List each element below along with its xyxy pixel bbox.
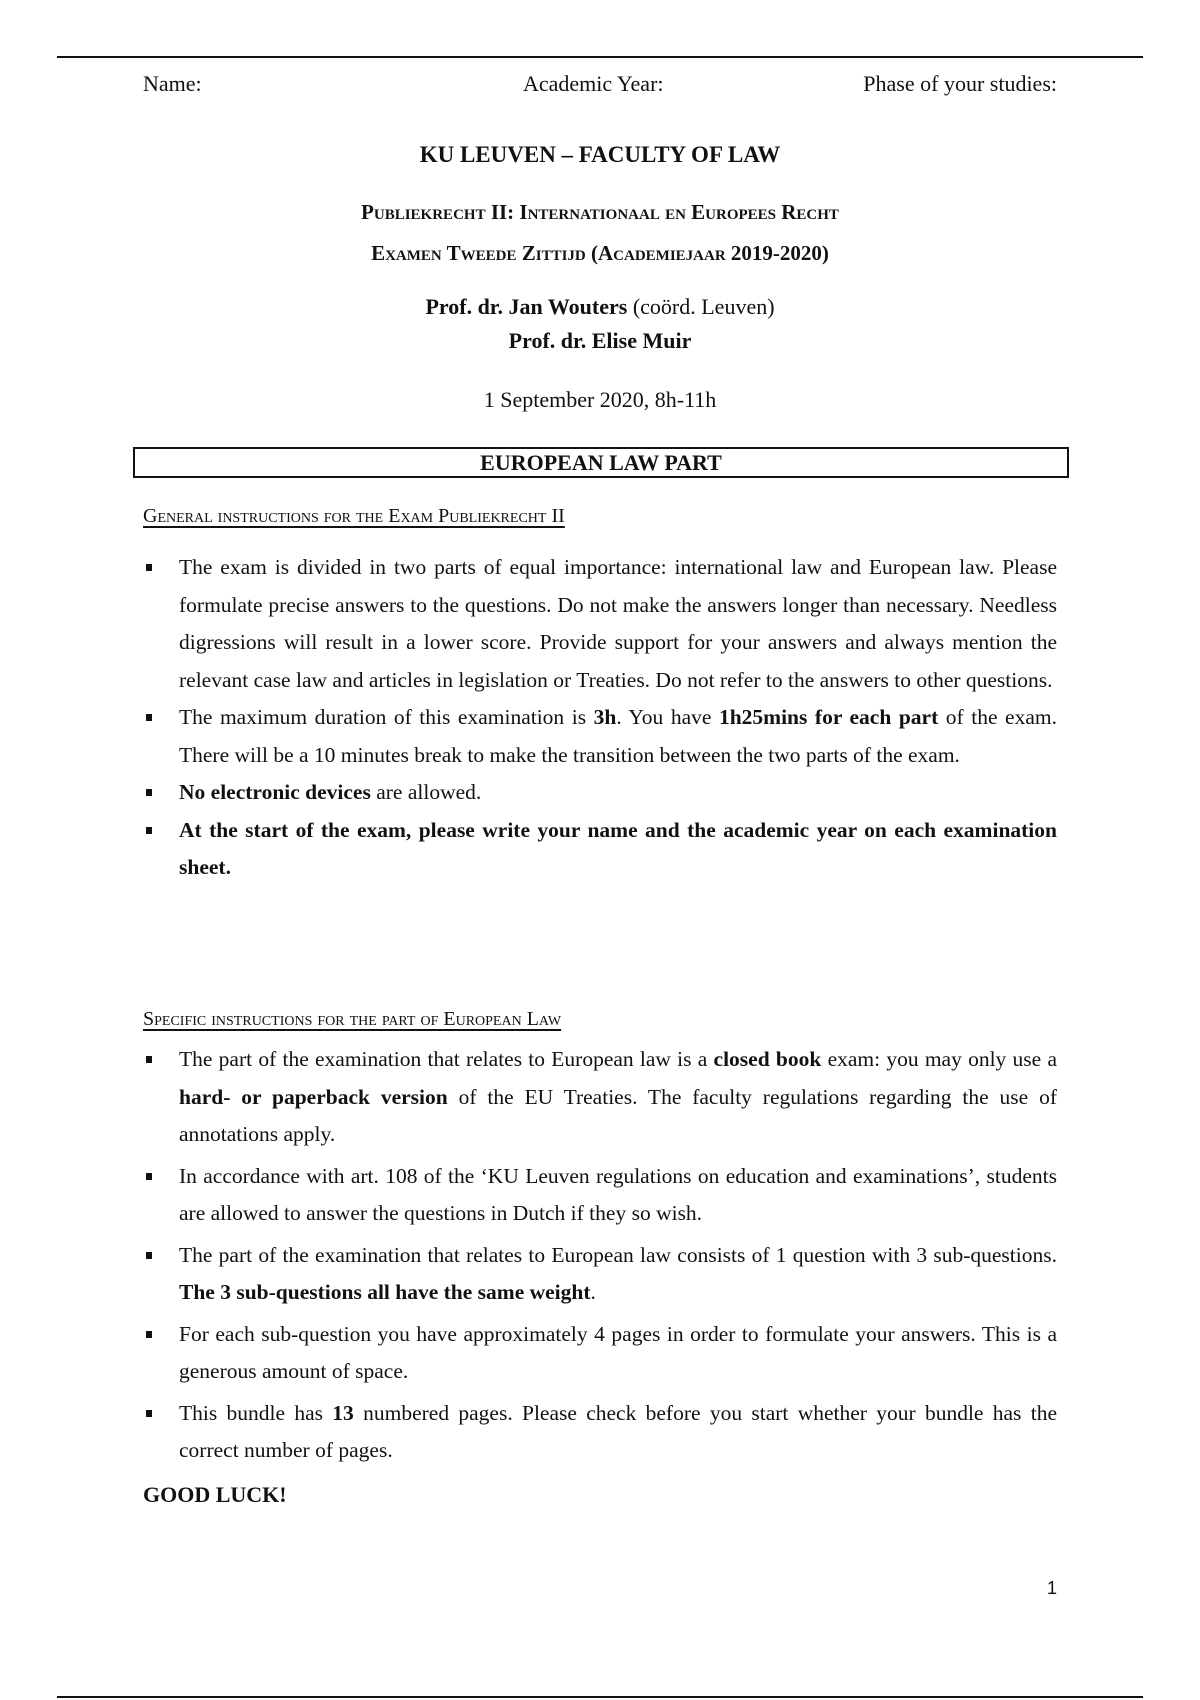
part-heading: EUROPEAN LAW PART xyxy=(133,447,1069,478)
session-prefix: Examen Tweede Zittijd (Academiejaar xyxy=(371,241,731,265)
specific-item-1-bold: closed book xyxy=(713,1047,822,1071)
specific-instructions-list xyxy=(143,1041,1057,1470)
list-item xyxy=(143,549,1057,699)
general-item-2-bold: 3h xyxy=(593,705,617,729)
general-item-3-bold: No electronic devices xyxy=(179,780,371,804)
session-suffix: ) xyxy=(821,241,829,265)
list-item xyxy=(143,699,1057,774)
specific-item-3-text: . xyxy=(590,1280,596,1304)
specific-item-1-text: exam: you may only use a xyxy=(821,1047,1057,1071)
bullet-icon xyxy=(146,1056,152,1063)
top-rule xyxy=(57,56,1143,58)
bullet-icon xyxy=(146,827,152,834)
bullet-icon xyxy=(146,714,152,721)
general-item-2-bold: 1h25mins for each part xyxy=(718,705,939,729)
bullet-icon xyxy=(146,1252,152,1259)
list-item xyxy=(143,812,1057,887)
bullet-icon xyxy=(146,789,152,796)
list-item xyxy=(143,1316,1057,1391)
specific-item-1-text: of the EU Treaties. The faculty regulations regarding the use of annotations apply. xyxy=(179,1084,1057,1146)
specific-item-3-text: The part of the examination that relates to European law consists of 1 question with 3 sub-questions. xyxy=(179,1242,1057,1267)
bullet-icon xyxy=(146,1410,152,1417)
academic-year-label: Academic Year: xyxy=(523,71,664,96)
name-label: Name: xyxy=(143,71,202,96)
specific-item-4-text: For each sub-question you have approximately 4 pages in order to formulate your answers. This is a generous amount of space. xyxy=(179,1321,1057,1383)
session-title xyxy=(143,241,1057,266)
good-luck-closing: GOOD LUCK! xyxy=(143,1482,287,1507)
faculty-title: KU LEUVEN – FACULTY OF LAW xyxy=(419,142,781,167)
exam-date: 1 September 2020, 8h-11h xyxy=(483,387,717,412)
general-item-2-text: The maximum duration of this examination is xyxy=(179,705,594,729)
specific-item-5-text: This bundle has xyxy=(179,1400,333,1425)
phase-label: Phase of your studies: xyxy=(863,71,1057,96)
list-item xyxy=(143,1041,1057,1154)
bullet-icon xyxy=(146,564,152,571)
bottom-rule xyxy=(57,1696,1143,1698)
list-item xyxy=(143,1395,1057,1470)
course-title: Publiekrecht II: Internationaal en Europees Recht xyxy=(361,200,839,224)
general-item-2-text: of the exam. There will be a 10 minutes break to make the transition between the two parts of the exam. xyxy=(179,705,1057,767)
list-item xyxy=(143,1237,1057,1312)
professor-1-name: Prof. dr. Jan Wouters xyxy=(425,294,628,319)
specific-item-5-text: numbered pages. Please check before you start whether your bundle has the correct number of pages. xyxy=(179,1400,1057,1462)
specific-item-2-text: In accordance with art. 108 of the ‘KU Leuven regulations on education and examinations’, students are allowed to answer the questions in Dutch if they so wish. xyxy=(179,1163,1057,1225)
session-year: 2019-2020 xyxy=(730,241,822,265)
general-item-4-text: At the start of the exam, please write your name and the academic year on each examination sheet. xyxy=(179,817,1057,879)
professor-1-note: (coörd. Leuven) xyxy=(627,294,775,319)
professor-2: Prof. dr. Elise Muir xyxy=(508,328,692,353)
bullet-icon xyxy=(146,1173,152,1180)
list-item xyxy=(143,1158,1057,1233)
professor-1 xyxy=(143,294,1057,320)
specific-item-1-text: The part of the examination that relates to European law is a xyxy=(179,1047,714,1071)
general-item-2-text: . You have xyxy=(616,705,719,729)
general-item-1-text: The exam is divided in two parts of equal importance: international law and European law. Please formulate precise answers to the questions. Do not make the answers longer than necessary. Needless digressions will result in a lower score. Provide support for your answers and always mention the relevant case law and articles in legislation or Treaties. Do not refer to the answers to other questions. xyxy=(179,555,1057,692)
student-info-row xyxy=(143,71,1057,101)
general-instructions-heading: General instructions for the Exam Publiekrecht II xyxy=(143,505,565,527)
list-item xyxy=(143,774,1057,812)
specific-instructions-heading: Specific instructions for the part of European Law xyxy=(143,1008,562,1030)
bullet-icon xyxy=(146,1331,152,1338)
specific-item-5-bold: 13 xyxy=(332,1400,354,1425)
page-number: 1 xyxy=(1046,1578,1057,1598)
general-instructions-list xyxy=(143,549,1057,887)
specific-item-3-bold: The 3 sub-questions all have the same weight xyxy=(179,1280,591,1304)
general-item-3-text: are allowed. xyxy=(370,780,482,804)
specific-item-1-bold: hard- or paperback version xyxy=(179,1084,448,1109)
